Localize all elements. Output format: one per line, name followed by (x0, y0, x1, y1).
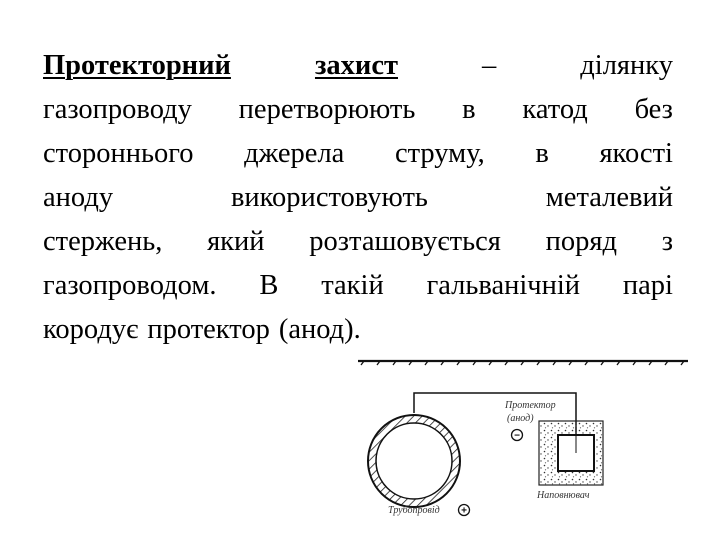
word: металевий (545, 182, 673, 213)
label-protector: Протектор (505, 400, 556, 411)
word: розташовується (309, 226, 501, 257)
word: з (661, 226, 673, 257)
word: катод (522, 94, 588, 125)
word: поряд (545, 226, 617, 257)
word: В (259, 270, 279, 301)
term-protector: Протекторний (43, 50, 231, 81)
word: в (535, 138, 549, 169)
word: гальванічній (426, 270, 581, 301)
word: перетворюють (238, 94, 416, 125)
word: в (462, 94, 476, 125)
diagram-svg (340, 345, 700, 540)
paragraph-line-1 (43, 44, 673, 88)
word: газопроводом. (43, 270, 217, 301)
protector-anode-icon (539, 421, 603, 485)
dash: – (482, 50, 497, 81)
word: без (634, 94, 673, 125)
svg-text:+: + (461, 505, 467, 517)
label-backfill: Наповнювач (537, 490, 590, 501)
word: ділянку (580, 50, 673, 81)
svg-text:−: − (514, 430, 520, 442)
word: протектор (147, 314, 270, 345)
word: який (207, 226, 265, 257)
paragraph-line-6 (43, 264, 673, 308)
word: аноду (43, 182, 114, 213)
word: джерела (244, 138, 345, 169)
label-pipeline: Трубопровід (388, 505, 440, 516)
word: стержень, (43, 226, 163, 257)
term-protection: захист (314, 50, 398, 81)
paragraph-line-2 (43, 88, 673, 132)
ground-surface (358, 361, 688, 365)
pipeline-icon (368, 415, 460, 507)
word: струму, (394, 138, 485, 169)
paragraph (43, 44, 673, 352)
word: газопроводу (43, 94, 192, 125)
minus-sign-icon (512, 430, 523, 442)
paragraph-line-3 (43, 132, 673, 176)
plus-sign-icon (459, 505, 470, 517)
paragraph-line-5 (43, 220, 673, 264)
word: стороннього (43, 138, 194, 169)
cathodic-protection-diagram (340, 345, 700, 540)
word: кородує (43, 314, 139, 345)
word: парі (622, 270, 673, 301)
word: (анод). (278, 314, 361, 345)
label-anode: (анод) (507, 413, 534, 424)
word: якості (599, 138, 673, 169)
paragraph-line-4 (43, 176, 673, 220)
word: такій (321, 270, 384, 301)
word: використовують (230, 182, 428, 213)
